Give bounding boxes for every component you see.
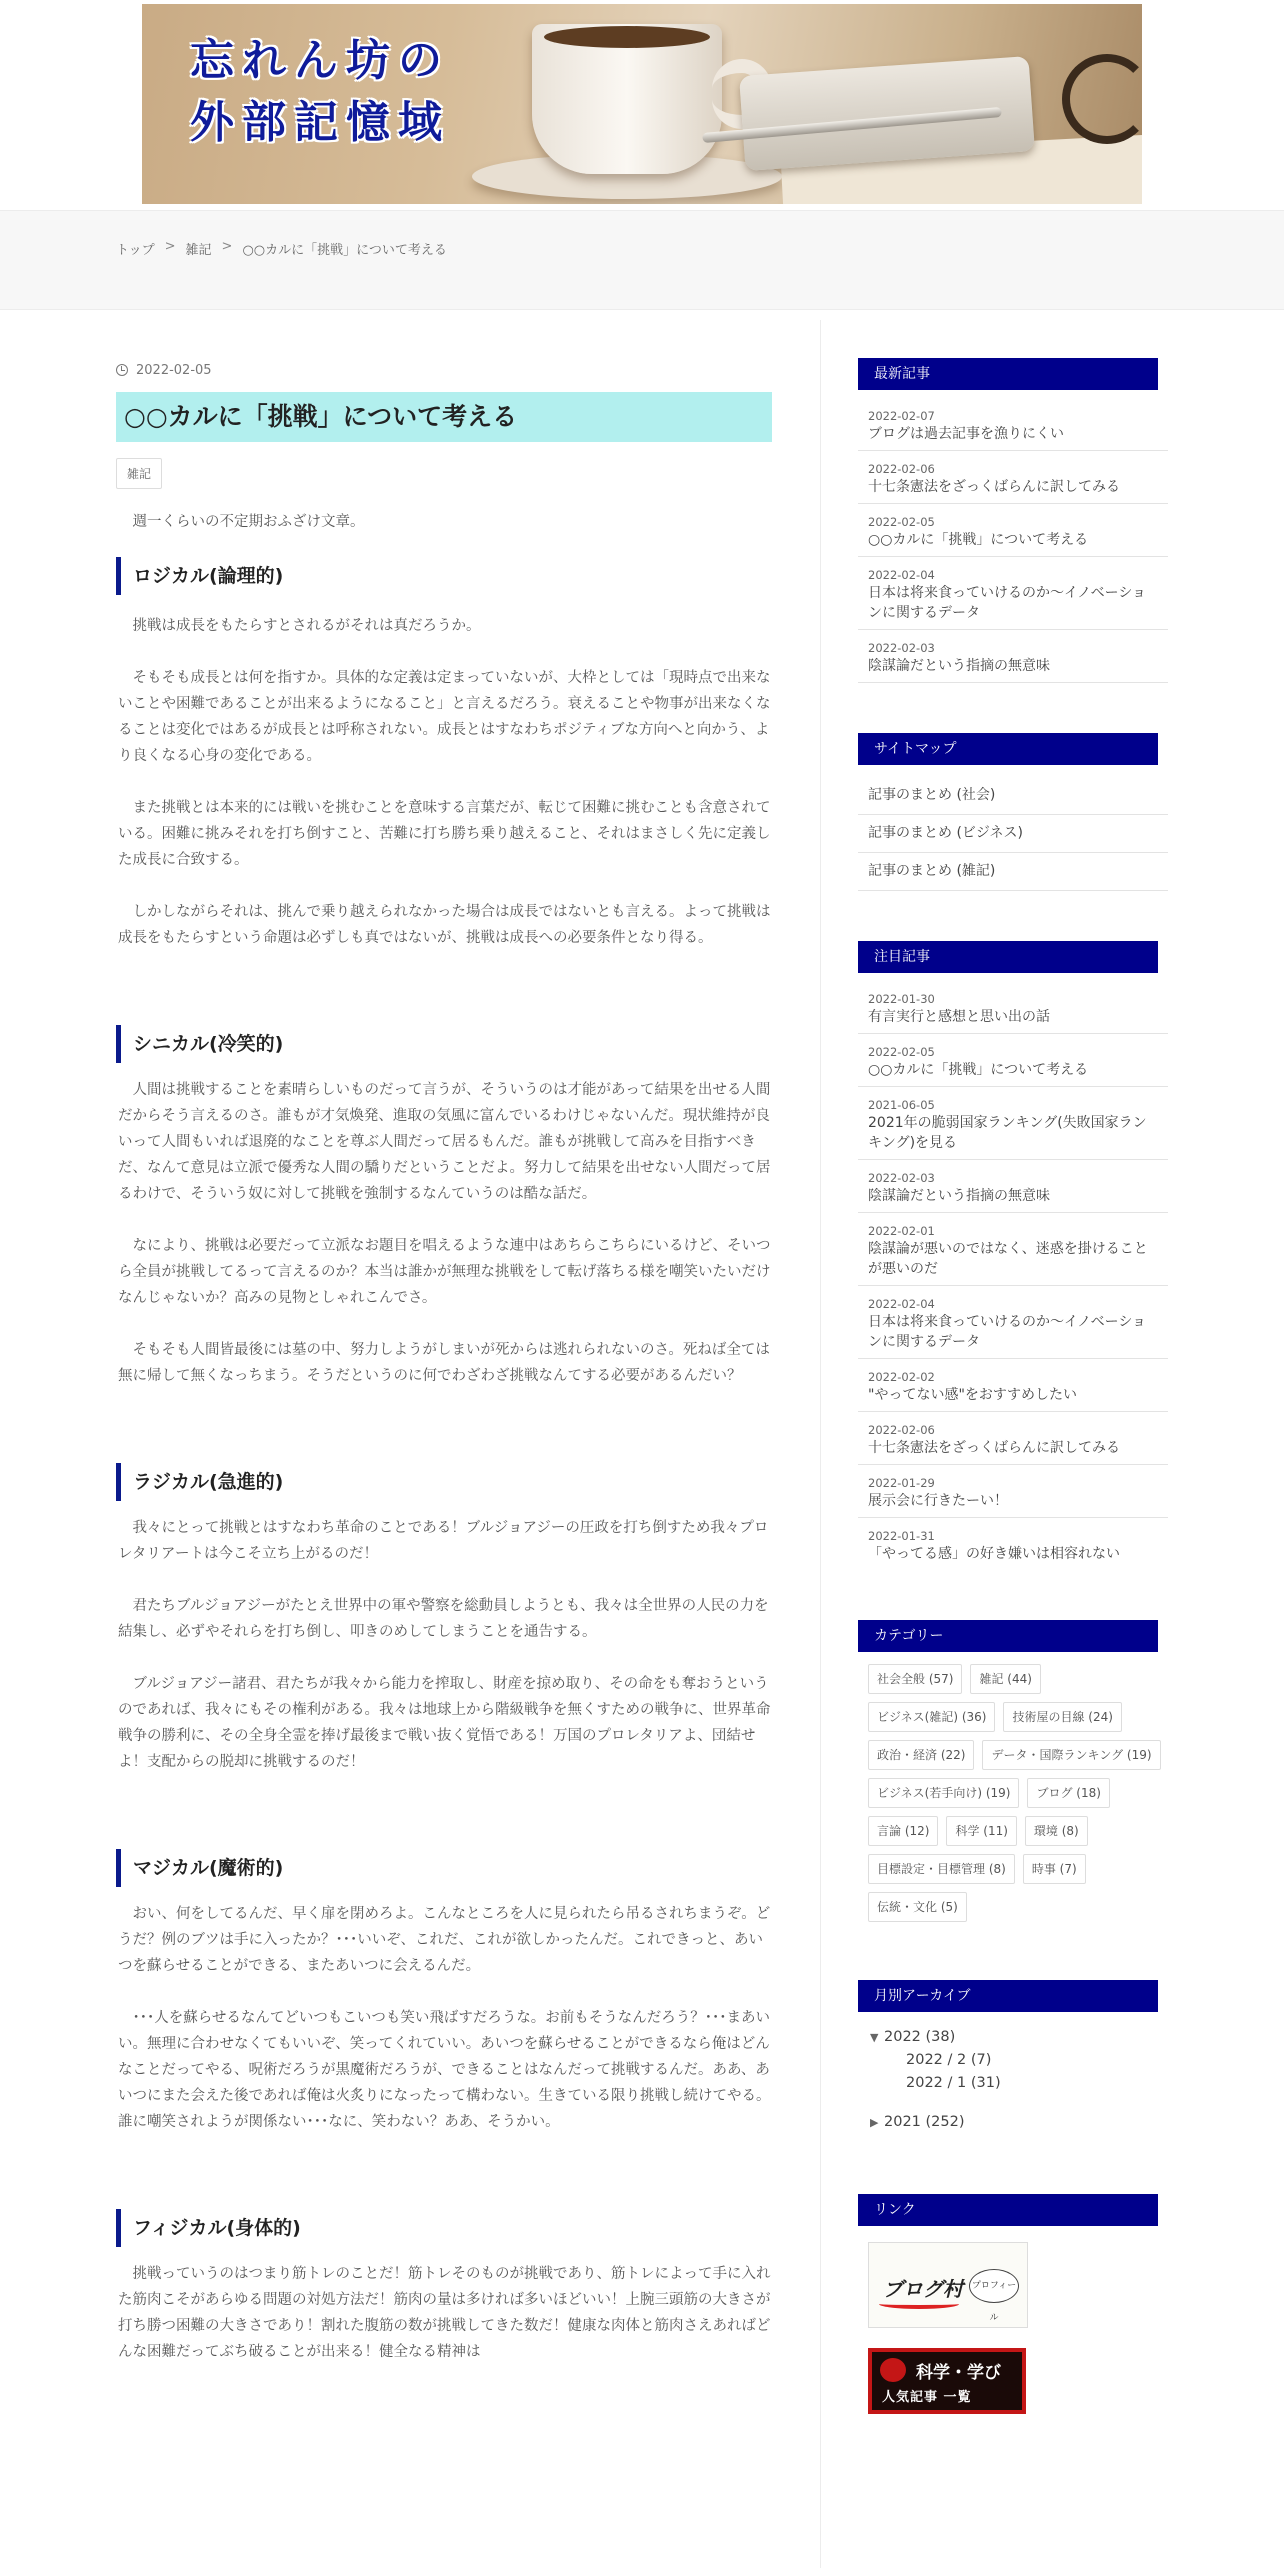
logo-icon <box>880 2358 906 2382</box>
recent-post-item[interactable] <box>858 451 1168 504</box>
column-divider <box>820 320 821 2568</box>
archive-year-label: 2022 (38) <box>884 2029 956 2045</box>
recent-post-date: 2022-02-05 <box>868 515 935 529</box>
featured-post-title: 有言実行と感想と思い出の話 <box>868 1009 1050 1025</box>
featured-post-date: 2022-02-05 <box>868 1045 935 1059</box>
archive-year-open[interactable] <box>870 2026 1156 2049</box>
archive-month-link[interactable]: 2022 / 2 (7) <box>906 2052 992 2068</box>
breadcrumb-current: ○○カルに「挑戦」について考える <box>242 243 447 258</box>
archive-widget <box>858 1980 1168 2134</box>
breadcrumb-category-link[interactable]: 雑記 <box>185 243 212 258</box>
profile-badge: プロフィール <box>969 2269 1019 2303</box>
sitemap-link[interactable]: 記事のまとめ (社会) <box>858 777 1168 815</box>
widget-title: 注目記事 <box>858 941 1158 973</box>
featured-post-date: 2022-02-03 <box>868 1171 935 1185</box>
widget-title: リンク <box>858 2194 1158 2226</box>
post-intro: 週一くらいの不定期おふざけ文章。 <box>132 514 365 530</box>
featured-post-title: 展示会に行きたーい！ <box>868 1493 1008 1509</box>
recent-post-date: 2022-02-03 <box>868 641 935 655</box>
category-tag[interactable]: 言論 (12) <box>868 1816 938 1846</box>
paragraph: そもそも人間皆最後には墓の中、努力しようがしまいが死からは逃れられないのさ。死ねば全ては無に帰して無くなっちまう。そうだというのに何でわざわざ挑戦なんてする必要があるんだい？ <box>118 1342 770 1384</box>
featured-post-item[interactable] <box>858 1160 1168 1213</box>
category-list <box>858 1652 1168 1922</box>
banner-text: ブログ村 <box>883 2277 963 2301</box>
recent-posts-widget <box>858 358 1168 683</box>
category-tag[interactable]: 社会全般 (57) <box>868 1664 962 1694</box>
banner-text: 科学・学び <box>916 2363 1001 2383</box>
category-tag[interactable]: 技術屋の目線 (24) <box>1003 1702 1121 1732</box>
breadcrumb-top-link[interactable]: トップ <box>116 243 155 258</box>
featured-post-title: 2021年の脆弱国家ランキング(失敗国家ランキング)を見る <box>868 1115 1147 1151</box>
site-header <box>0 0 1284 210</box>
sitemap-widget <box>858 733 1168 891</box>
widget-title: サイトマップ <box>858 733 1158 765</box>
breadcrumb-bar <box>0 210 1284 310</box>
paragraph: また挑戦とは本来的には戦いを挑むことを意味する言葉だが、転じて困難に挑むことも含意されている。困難に挑みそれを打ち倒すこと、苦難に打ち勝ち乗り越えること、それはまさしく先に定義した成長に合致する。 <box>118 800 771 868</box>
featured-post-title: "やってない感"をおすすめしたい <box>868 1387 1078 1403</box>
recent-post-item[interactable] <box>858 557 1168 630</box>
paragraph: 我々にとって挑戦とはすなわち革命のことである！ブルジョアジーの圧政を打ち倒すため我々プロレタリアートは今こそ立ち上がるのだ！ <box>118 1520 769 1562</box>
article <box>116 360 772 2365</box>
featured-post-title: 陰謀論だという指摘の無意味 <box>868 1188 1050 1204</box>
category-tag[interactable]: 目標設定・目標管理 (8) <box>868 1854 1015 1884</box>
post-date-text: 2022-02-05 <box>136 362 212 378</box>
sitemap-link[interactable]: 記事のまとめ (雑記) <box>858 853 1168 891</box>
category-tag[interactable]: データ・国際ランキング (19) <box>982 1740 1160 1770</box>
featured-post-date: 2022-02-02 <box>868 1370 935 1384</box>
recent-post-item[interactable] <box>858 630 1168 683</box>
categories-widget <box>858 1620 1168 1922</box>
recent-post-title: ブログは過去記事を漁りにくい <box>868 426 1064 442</box>
breadcrumb-separator: > <box>164 239 176 254</box>
featured-post-item[interactable] <box>858 1518 1168 1570</box>
recent-post-title: 十七条憲法をざっくばらんに訳してみる <box>868 479 1120 495</box>
category-tag[interactable]: 環境 (8) <box>1025 1816 1088 1846</box>
category-tag[interactable]: 伝統・文化 (5) <box>868 1892 967 1922</box>
category-tag[interactable]: 時事 (7) <box>1023 1854 1086 1884</box>
header-banner[interactable] <box>142 4 1142 204</box>
archive-list <box>858 2012 1168 2134</box>
featured-post-item[interactable] <box>858 1359 1168 1412</box>
recent-post-date: 2022-02-06 <box>868 462 935 476</box>
featured-post-date: 2022-02-01 <box>868 1224 935 1238</box>
featured-post-title: 日本は将来食っていけるのか～イノベーションに関するデータ <box>868 1314 1147 1350</box>
section-heading: フィジカル(身体的) <box>116 2209 772 2247</box>
science-ranking-banner[interactable] <box>868 2348 1026 2414</box>
links-widget <box>858 2194 1168 2414</box>
post-date <box>116 360 772 380</box>
paragraph: ･･･人を蘇らせるなんてどいつもこいつも笑い飛ばすだろうな。お前もそうなんだろう？･･･まあいい。無理に合わせなくてもいいぞ、笑ってくれていい。あいつを蘇らせることができるなら俺はどんなことだってやる、呪術だろうが黒魔術だろうが、できることはなんだって挑戦するんだ。ああ、あいつにまた会えた後であれば俺は火炙りになったって構わない。生きている限り挑戦し続けてやる。誰に嘲笑されようが関係ない･･･なに、笑わない？ああ、そうかい。 <box>118 2010 771 2130</box>
paragraph: なにより、挑戦は必要だって立派なお題目を唱えるような連中はあちらこちらにいるけど、そいつら全員が挑戦してるって言えるのか？本当は誰かが無理な挑戦をして転げ落ちる様を嘲笑いたいだけなんじゃないか？高みの見物としゃれこんでさ。 <box>118 1238 771 1306</box>
widget-title: 最新記事 <box>858 358 1158 390</box>
featured-post-title: 十七条憲法をざっくばらんに訳してみる <box>868 1440 1120 1456</box>
featured-post-date: 2022-01-29 <box>868 1476 935 1490</box>
recent-post-item[interactable] <box>858 504 1168 557</box>
section-heading: ラジカル(急進的) <box>116 1463 772 1501</box>
triangle-down-icon: ▼ <box>870 2031 879 2044</box>
archive-year-closed[interactable] <box>870 2111 1156 2134</box>
featured-post-title: ○○カルに「挑戦」について考える <box>868 1062 1089 1078</box>
category-tag[interactable]: 政治・経済 (22) <box>868 1740 974 1770</box>
paragraph: ブルジョアジー諸君、君たちが我々から能力を搾取し、財産を掠め取り、その命をも奪おうというのであれば、我々にもその権利がある。我々は地球上から階級戦争を無くすための戦争に、世界革命戦争の勝利に、その全身全霊を捧げ最後まで戦い抜く覚悟である！万国のプロレタリアよ、団結せよ！支配からの脱却に挑戦するのだ！ <box>118 1676 771 1770</box>
paragraph: 人間は挑戦することを素晴らしいものだって言うが、そういうのは才能があって結果を出せる人間だからそう言えるのさ。誰もが才気煥発、進取の気風に富んでいるわけじゃないんだ。現状維持が良いって人間もいれば退廃的なことを尊ぶ人間だって居るもんだ。誰もが挑戦して高みを目指すべきだ、なんて意見は立派で優秀な人間の驕りだということだよ。努力して結果を出せない人間だって居るわけで、そういう奴に対して挑戦を強制するなんていうのは酷な話だ。 <box>118 1082 771 1202</box>
breadcrumb <box>116 239 447 258</box>
featured-post-item[interactable] <box>858 1412 1168 1465</box>
featured-post-date: 2022-01-31 <box>868 1529 935 1543</box>
recent-post-title: 陰謀論だという指摘の無意味 <box>868 658 1050 674</box>
section-heading: マジカル(魔術的) <box>116 1849 772 1887</box>
recent-post-date: 2022-02-04 <box>868 568 935 582</box>
paragraph: そもそも成長とは何を指すか。具体的な定義は定まっていないが、大枠としては「現時点で出来ないことや困難であることが出来るようになること」と言えるだろう。衰えることや物事が出来なくなることは変化ではあるが成長とは呼称されない。成長とはすなわちポジティブな方向へと向かう、より良くなる心身の変化である。 <box>118 670 771 764</box>
featured-post-item[interactable] <box>858 1465 1168 1518</box>
section-heading: シニカル(冷笑的) <box>116 1025 772 1063</box>
post-category-tag[interactable]: 雑記 <box>116 458 162 489</box>
clock-icon <box>116 364 128 376</box>
paragraph: 挑戦は成長をもたらすとされるがそれは真だろうか。 <box>132 618 481 634</box>
widget-title: カテゴリー <box>858 1620 1158 1652</box>
triangle-right-icon: ▶ <box>870 2116 879 2129</box>
featured-post-date: 2021-06-05 <box>868 1098 935 1112</box>
featured-post-title: 「やってる感」の好き嫌いは相容れない <box>868 1546 1120 1562</box>
featured-posts-widget <box>858 941 1168 1570</box>
featured-post-title: 陰謀論が悪いのではなく、迷惑を掛けることが悪いのだ <box>868 1241 1148 1277</box>
category-tag[interactable]: 科学 (11) <box>946 1816 1016 1846</box>
paragraph: しかしながらそれは、挑んで乗り越えられなかった場合は成長ではないとも言える。よって挑戦は成長をもたらすという命題は必ずしも真ではないが、挑戦は成長への必要条件となり得る。 <box>118 904 771 946</box>
featured-post-item[interactable] <box>858 1213 1168 1286</box>
category-tag[interactable]: ブログ (18) <box>1027 1778 1109 1808</box>
blogmura-banner[interactable] <box>868 2242 1028 2328</box>
section-heading: ロジカル(論理的) <box>116 557 772 595</box>
featured-post-item[interactable] <box>858 1286 1168 1359</box>
featured-post-date: 2022-02-04 <box>868 1297 935 1311</box>
sitemap-link[interactable]: 記事のまとめ (ビジネス) <box>858 815 1168 853</box>
paragraph: おい、何をしてるんだ、早く扉を閉めろよ。こんなところを人に見られたら吊るされちまうぞ。どうだ？例のブツは手に入ったか？･･･いいぞ、これだ、これが欲しかったんだ。これできっと、あいつを蘇らせることができる、またあいつに会えるんだ。 <box>118 1906 771 1974</box>
glasses-image <box>1062 54 1142 144</box>
coffee-image <box>544 26 710 48</box>
featured-post-item[interactable] <box>858 981 1168 1034</box>
widget-title: 月別アーカイブ <box>858 1980 1158 2012</box>
post-title: ○○カルに「挑戦」について考える <box>116 392 772 442</box>
swoosh-icon <box>879 2299 959 2309</box>
featured-post-item[interactable] <box>858 1034 1168 1087</box>
featured-post-date: 2022-01-30 <box>868 992 935 1006</box>
recent-post-title: 日本は将来食っていけるのか～イノベーションに関するデータ <box>868 585 1147 621</box>
category-tag[interactable]: 雑記 (44) <box>970 1664 1040 1694</box>
archive-month-link[interactable]: 2022 / 1 (31) <box>906 2075 1001 2091</box>
category-tag[interactable]: ビジネス(雑記) (36) <box>868 1702 995 1732</box>
featured-post-item[interactable] <box>858 1087 1168 1160</box>
sidebar <box>858 358 1168 2414</box>
category-tag[interactable]: ビジネス(若手向け) (19) <box>868 1778 1019 1808</box>
archive-year-label: 2021 (252) <box>884 2114 965 2130</box>
recent-post-item[interactable] <box>858 398 1168 451</box>
featured-post-date: 2022-02-06 <box>868 1423 935 1437</box>
paragraph: 挑戦っていうのはつまり筋トレのことだ！筋トレそのものが挑戦であり、筋トレによって手に入れた筋肉こそがあらゆる問題の対処方法だ！筋肉の量は多ければ多いほどいい！上腕三頭筋の大きさが打ち勝つ困難の大きさであり！割れた腹筋の数が挑戦してきた数だ！健康な肉体と筋肉さえあればどんな困難だってぶち破ることが出来る！健全なる精神は <box>118 2266 771 2360</box>
paragraph: 君たちブルジョアジーがたとえ世界中の軍や警察を総動員しようとも、我々は全世界の人民の力を結集し、必ずやそれらを打ち倒し、叩きのめしてしまうことを通告する。 <box>118 1598 769 1640</box>
breadcrumb-separator: > <box>221 239 233 254</box>
recent-post-date: 2022-02-07 <box>868 409 935 423</box>
site-title[interactable]: 忘れん坊の 外部記憶域 <box>190 35 450 148</box>
recent-post-title: ○○カルに「挑戦」について考える <box>868 532 1089 548</box>
banner-subtext: 人気記事 一覧 <box>882 2390 972 2405</box>
